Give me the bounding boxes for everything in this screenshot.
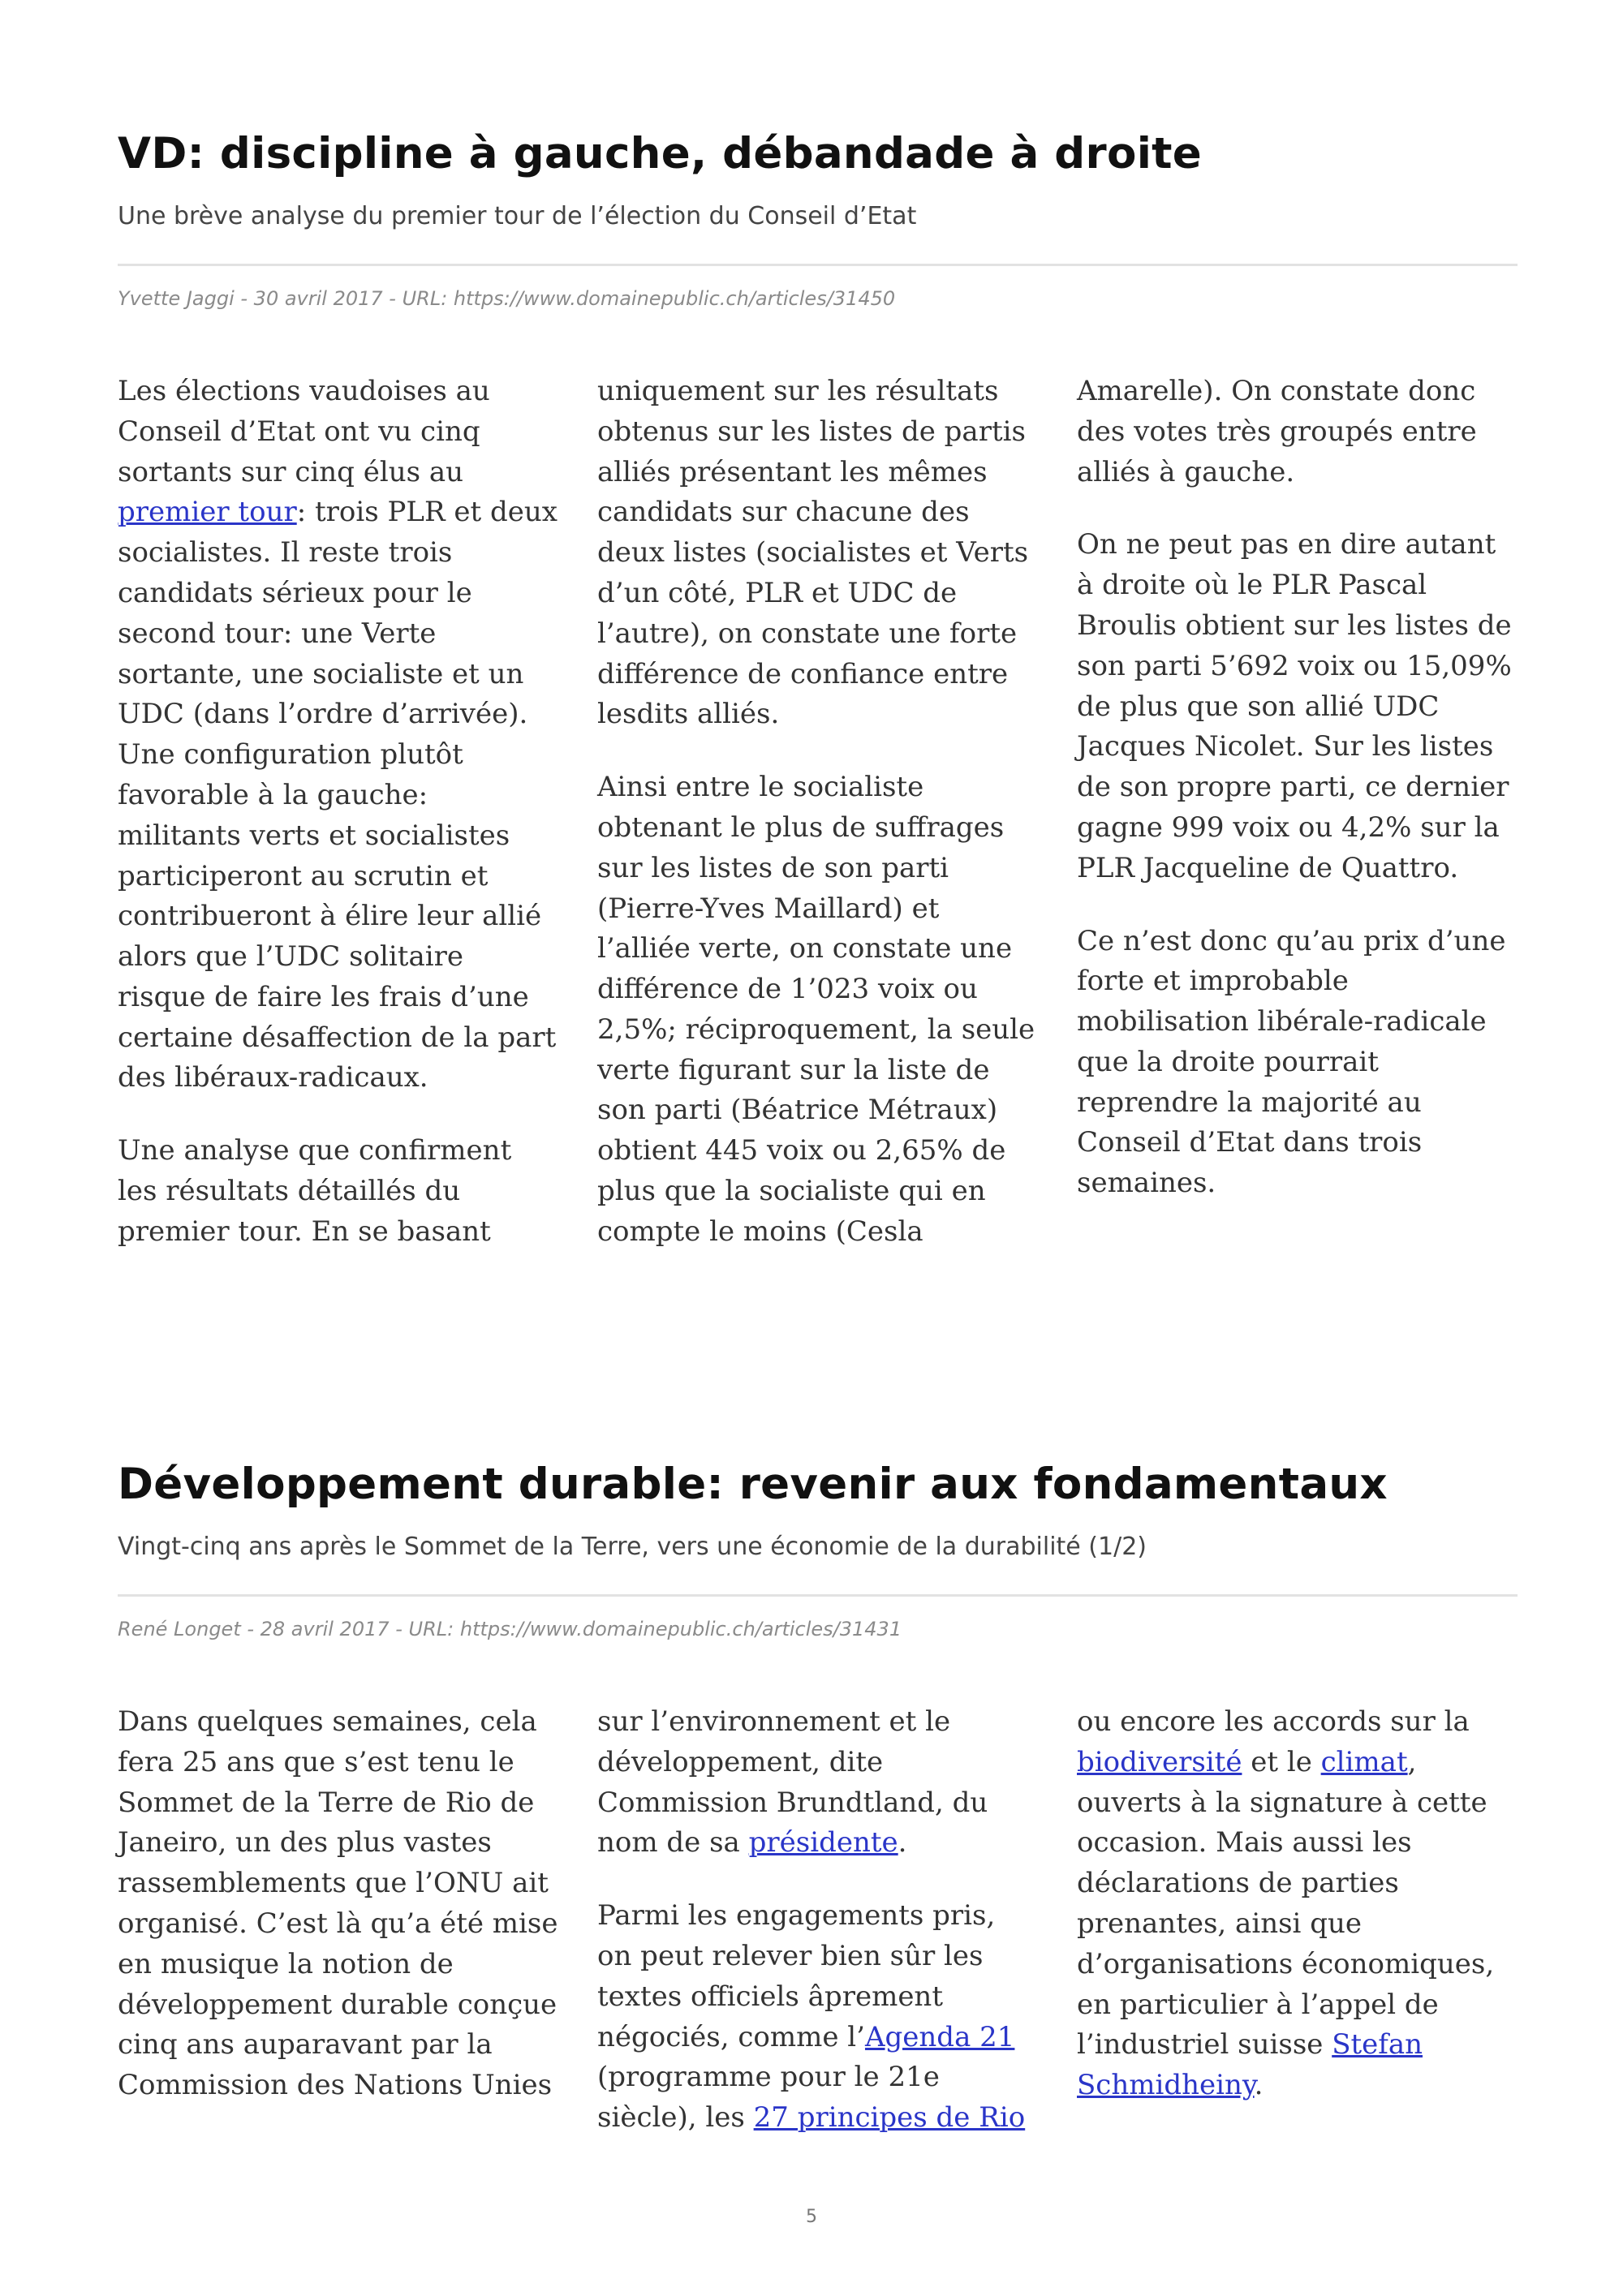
- paragraph: Ainsi entre le socialiste obtenant le plus de suffrages sur les listes de son parti (Pierre-Yves Maillard) et l’alliée verte, on constate une différence de 1’023 voix ou 2,5%; réciproquement, la seule verte figurant sur la liste de son parti (Béatrice Métraux) obtient 445 voix ou 2,65% de plus que la socialiste qui en compte le moins (Cesla Amarelle). On constate donc des votes très groupés entre alliés à gauche.: [597, 374, 1477, 1248]
- page-number: 5: [806, 2207, 817, 2227]
- principes-de-rio-link[interactable]: 27 principes de Rio: [753, 2101, 1026, 2135]
- article-vd-election: [118, 130, 1518, 1253]
- article-body: [118, 372, 1518, 1253]
- article-subtitle: Une brève analyse du premier tour de l’élection du Conseil d’Etat: [118, 201, 917, 230]
- article-title: Développement durable: revenir aux fondamentaux: [118, 1460, 1388, 1509]
- agenda-21-link[interactable]: Agenda 21: [864, 2020, 1015, 2053]
- presidente-link[interactable]: présidente: [748, 1826, 898, 1860]
- paragraph: Les élections vaudoises au Conseil d’Etat ont vu cinq sortants sur cinq élus au premier tour: trois PLR et deux socialistes. Il reste trois candidats sérieux pour le second tour: une Verte sortante, une socialiste et un UDC (dans l’ordre d’arrivée). Une configuration plutôt favorable à la gauche: militants verts et socialistes participeront au scrutin et contribueront à élire leur allié alors que l’UDC solitaire risque de faire les frais d’une certaine désaffection de la part des libéraux-radicaux.: [118, 374, 558, 1094]
- paragraph: Parmi les engagements pris, on peut relever bien sûr les textes officiels âprement négociés, comme l’Agenda 21 (programme pour le 21e siècle), les 27 principes de Rio ou encore les accords sur la biodiversité et le climat, ouverts à la signature à cette occasion. Mais aussi les déclarations de parties prenantes, ainsi que d’organisations économiques, en particulier à l’appel de l’industriel suisse Stefan Schmidheiny.: [597, 1705, 1495, 2135]
- paragraph: On ne peut pas en dire autant à droite où le PLR Pascal Broulis obtient sur les listes de son parti 5’692 voix ou 15,09% de plus que son allié UDC Jacques Nicolet. Sur les listes de son propre parti, ce dernier gagne 999 voix ou 4,2% sur la PLR Jacqueline de Quattro.: [1077, 528, 1512, 884]
- article-subtitle: Vingt-cinq ans après le Sommet de la Terre, vers une économie de la durabilité (1/2): [118, 1532, 1147, 1561]
- article-title: VD: discipline à gauche, débandade à droite: [118, 129, 1203, 178]
- divider: [118, 1594, 1518, 1597]
- article-developpement-durable: [118, 1460, 1518, 2139]
- article-meta: Yvette Jaggi - 30 avril 2017 - URL: https://www.domainepublic.ch/articles/31450: [118, 286, 896, 310]
- article-meta: René Longet - 28 avril 2017 - URL: https://www.domainepublic.ch/articles/31431: [118, 1617, 902, 1640]
- paragraph: Une analyse que confirment les résultats détaillés du premier tour. En se basant uniquement sur les résultats obtenus sur les listes de partis alliés présentant les mêmes candidats sur chacune des deux listes (socialistes et Verts d’un côté, PLR et UDC de l’autre), on constate une forte différence de confiance entre lesdits alliés.: [118, 374, 1029, 1248]
- stefan-schmidheiny-link[interactable]: Stefan Schmidheiny: [1077, 2028, 1423, 2102]
- paragraph: Ce n’est donc qu’au prix d’une forte et improbable mobilisation libérale-radicale que la droite pourrait reprendre la majorité au Conseil d’Etat dans trois semaines.: [1077, 924, 1506, 1200]
- climat-link[interactable]: climat: [1320, 1745, 1408, 1778]
- divider: [118, 264, 1518, 266]
- biodiversite-link[interactable]: biodiversité: [1077, 1745, 1242, 1778]
- article-body: [118, 1702, 1518, 2139]
- paragraph: Dans quelques semaines, cela fera 25 ans que s’est tenu le Sommet de la Terre de Rio de Janeiro, un des plus vastes rassemblements que l’ONU ait organisé. C’est là qu’a été mise en musique la notion de développement durable conçue cinq ans auparavant par la Commission des Nations Unies sur l’environnement et le développement, dite Commission Brundtland, du nom de sa présidente.: [118, 1705, 988, 2102]
- premier-tour-link[interactable]: premier tour: [118, 496, 297, 529]
